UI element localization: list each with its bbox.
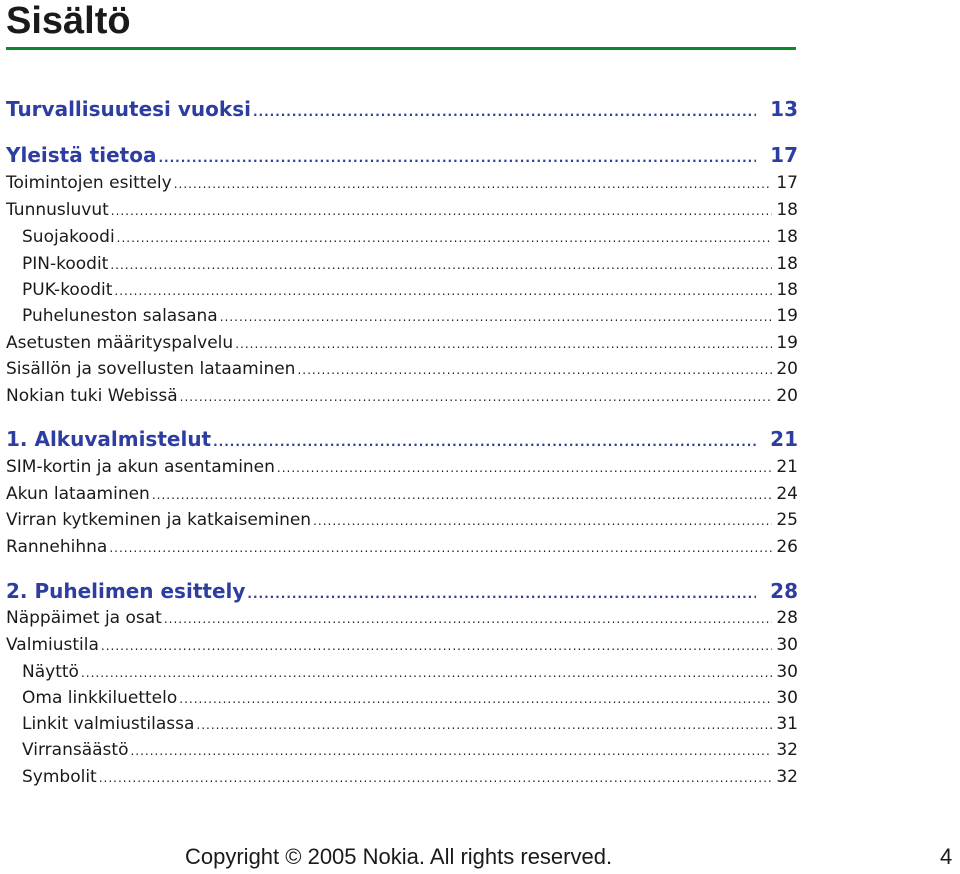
toc-chapter-entry[interactable]	[6, 579, 798, 603]
toc-page-number: 30	[776, 662, 798, 682]
toc-entry[interactable]	[6, 688, 798, 708]
toc-chapter-entry[interactable]	[6, 143, 798, 167]
toc-entry-title: SIM-kortin ja akun asentaminen	[6, 457, 275, 477]
toc-page-number: 19	[776, 333, 798, 353]
toc-entry-title: Virransäästö	[22, 740, 129, 760]
toc-entry-title: Akun lataaminen	[6, 484, 150, 504]
toc-page-number: 30	[776, 688, 798, 708]
toc-entry[interactable]	[6, 359, 798, 379]
toc-page-number: 20	[776, 359, 798, 379]
toc-entry[interactable]	[6, 457, 798, 477]
toc-entry-title: Nokian tuki Webissä	[6, 386, 178, 406]
toc-dot-leader	[235, 337, 772, 351]
toc-entry[interactable]	[6, 280, 798, 300]
toc-dot-leader	[220, 310, 773, 324]
toc-entry[interactable]	[6, 767, 798, 787]
toc-entry-title: Puheluneston salasana	[22, 306, 218, 326]
footer-page-number: 4	[940, 844, 953, 869]
toc-chapter-entry[interactable]	[6, 97, 798, 121]
toc-page-number: 26	[776, 537, 798, 557]
toc-dot-leader	[109, 541, 772, 555]
toc-entry-title: Linkit valmiustilassa	[22, 714, 195, 734]
toc-page-number: 32	[776, 767, 798, 787]
toc-dot-leader	[253, 105, 756, 119]
toc-entry[interactable]	[6, 608, 798, 628]
toc-dot-leader	[179, 692, 772, 706]
toc-dot-leader	[213, 435, 756, 449]
toc-page-number: 28	[776, 608, 798, 628]
toc-dot-leader	[247, 587, 756, 601]
title-rule	[6, 47, 796, 50]
toc-page-number: 28	[770, 579, 798, 603]
toc-entry[interactable]	[6, 333, 798, 353]
toc-dot-leader	[99, 771, 773, 785]
toc-entry-title: Sisällön ja sovellusten lataaminen	[6, 359, 296, 379]
toc-page-number: 18	[776, 227, 798, 247]
toc-dot-leader	[313, 514, 772, 528]
toc-page-number: 17	[776, 173, 798, 193]
toc-entry[interactable]	[6, 635, 798, 655]
toc-page-number: 32	[776, 740, 798, 760]
toc-page-number: 30	[776, 635, 798, 655]
toc-dot-leader	[114, 284, 772, 298]
toc-dot-leader	[196, 718, 772, 732]
toc-dot-leader	[130, 744, 772, 758]
toc-entry-title: Näyttö	[22, 662, 79, 682]
toc-entry-title: PUK-koodit	[22, 280, 113, 300]
toc-entry[interactable]	[6, 510, 798, 530]
toc-entry[interactable]	[6, 254, 798, 274]
toc-page-number: 21	[770, 427, 798, 451]
toc-entry[interactable]	[6, 662, 798, 682]
toc-entry[interactable]	[6, 484, 798, 504]
toc-dot-leader	[101, 639, 772, 653]
toc-page-number: 18	[776, 254, 798, 274]
toc-entry-title: Yleistä tietoa	[6, 143, 157, 167]
toc-entry-title: Symbolit	[22, 767, 97, 787]
toc-page-number: 24	[776, 484, 798, 504]
toc-page-number: 31	[776, 714, 798, 734]
footer-copyright: Copyright © 2005 Nokia. All rights reserved.	[185, 844, 613, 869]
toc-entry[interactable]	[6, 227, 798, 247]
toc-entry[interactable]	[6, 714, 798, 734]
toc-entry-title: Tunnusluvut	[6, 200, 109, 220]
toc-page-number: 18	[776, 200, 798, 220]
toc-page-number: 13	[770, 97, 798, 121]
toc-entry[interactable]	[6, 173, 798, 193]
toc-dot-leader	[277, 461, 772, 475]
toc-entry-title: PIN-koodit	[22, 254, 109, 274]
toc-page-number: 25	[776, 510, 798, 530]
toc-dot-leader	[297, 363, 772, 377]
toc-dot-leader	[152, 488, 773, 502]
toc-entry-title: Näppäimet ja osat	[6, 608, 162, 628]
toc-dot-leader	[110, 258, 772, 272]
toc-page-number: 19	[776, 306, 798, 326]
toc-entry-title: Turvallisuutesi vuoksi	[6, 97, 251, 121]
toc-dot-leader	[111, 204, 773, 218]
toc-entry-title: 1. Alkuvalmistelut	[6, 427, 212, 451]
toc-dot-leader	[81, 666, 772, 680]
toc-entry-title: Oma linkkiluettelo	[22, 688, 178, 708]
toc-dot-leader	[174, 177, 773, 191]
toc-entry-title: 2. Puhelimen esittely	[6, 579, 246, 603]
toc-entry[interactable]	[6, 200, 798, 220]
toc-entry-title: Rannehihna	[6, 537, 108, 557]
toc-chapter-entry[interactable]	[6, 427, 798, 451]
toc-entry-title: Asetusten määrityspalvelu	[6, 333, 234, 353]
toc-page-number: 17	[770, 143, 798, 167]
toc-entry[interactable]	[6, 740, 798, 760]
toc-page-number: 18	[776, 280, 798, 300]
toc-entry[interactable]	[6, 537, 798, 557]
toc-entry-title: Toimintojen esittely	[6, 173, 172, 193]
toc-entry-title: Suojakoodi	[22, 227, 115, 247]
toc-dot-leader	[164, 612, 773, 626]
toc-entry-title: Valmiustila	[6, 635, 99, 655]
toc-page-number: 21	[776, 457, 798, 477]
toc-dot-leader	[158, 151, 756, 165]
toc-dot-leader	[180, 390, 773, 404]
page-title: Sisältö	[6, 0, 131, 42]
toc-dot-leader	[117, 231, 773, 245]
toc-entry[interactable]	[6, 386, 798, 406]
toc-page-number: 20	[776, 386, 798, 406]
toc-entry-title: Virran kytkeminen ja katkaiseminen	[6, 510, 312, 530]
toc-entry[interactable]	[6, 306, 798, 326]
